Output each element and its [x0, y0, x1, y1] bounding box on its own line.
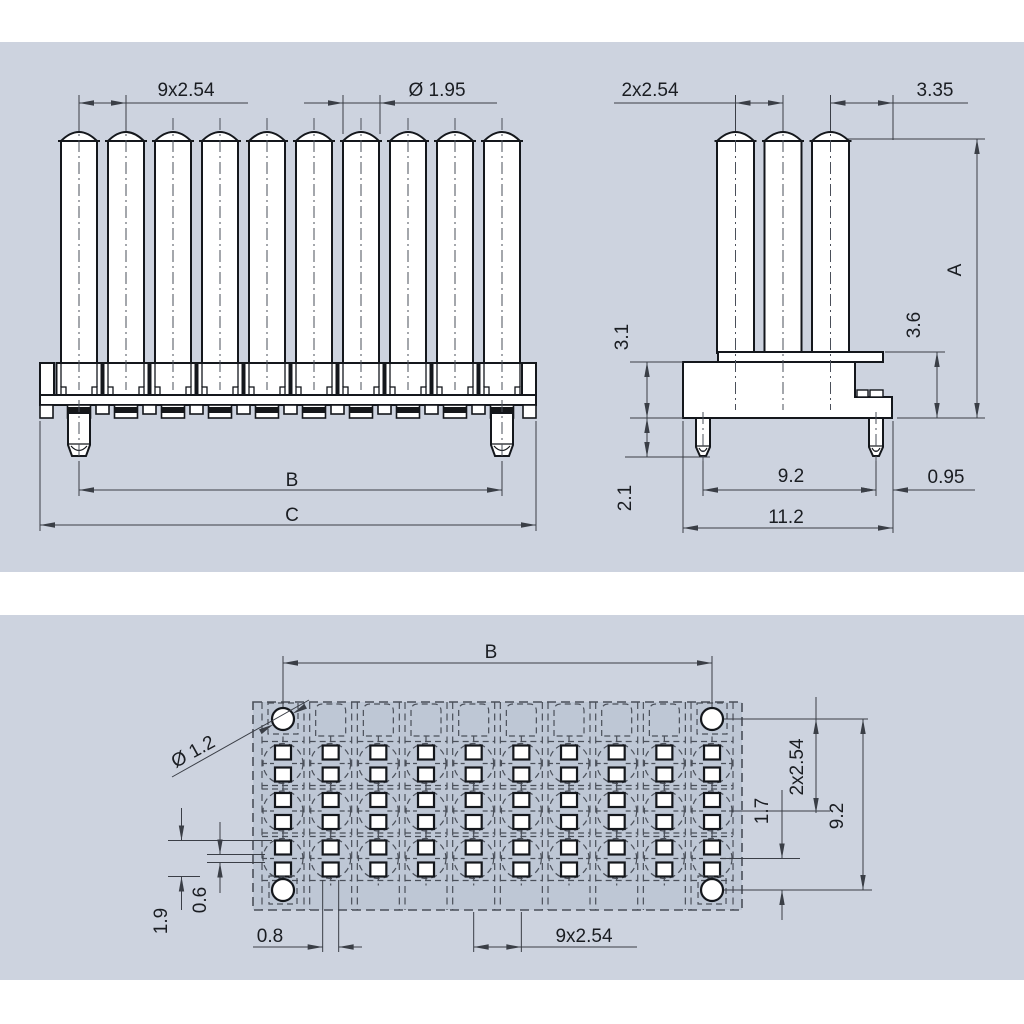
solder-pad — [323, 863, 339, 877]
contact-bar — [162, 407, 185, 413]
solder-pad — [609, 746, 625, 760]
solder-pad — [370, 746, 386, 760]
orthographic-views-panel — [0, 42, 1024, 572]
solder-pad — [609, 793, 625, 807]
fp-hole-diameter-label: Ø 1.2 — [167, 731, 219, 773]
solder-pad — [418, 841, 434, 855]
mounting-hole — [701, 708, 723, 730]
front-view — [40, 118, 536, 460]
solder-pad — [275, 815, 291, 829]
solder-pad — [609, 768, 625, 782]
solder-pad — [561, 841, 577, 855]
contact-bar — [397, 407, 420, 413]
solder-pad — [704, 793, 720, 807]
solder-pad — [275, 746, 291, 760]
solder-pad — [656, 863, 672, 877]
solder-pad — [704, 768, 720, 782]
orthographic-views-svg — [0, 42, 1024, 572]
side-end-offset-label: 3.35 — [916, 80, 954, 101]
side-pin-pitch-label: 2x2.54 — [621, 80, 679, 101]
solder-pad — [513, 746, 529, 760]
fp-pad-width-label: 0.8 — [256, 926, 284, 947]
solder-pad — [704, 815, 720, 829]
fp-hole-row-offset-label: 1.7 — [752, 797, 773, 825]
solder-pad — [704, 841, 720, 855]
solder-pad — [656, 746, 672, 760]
solder-pad — [370, 768, 386, 782]
solder-pad — [513, 841, 529, 855]
solder-pad — [513, 768, 529, 782]
solder-pad — [418, 768, 434, 782]
base-rail — [40, 395, 536, 405]
solder-pad — [275, 863, 291, 877]
side-peg-edge-offset-label: 0.95 — [927, 467, 965, 488]
solder-pad — [323, 841, 339, 855]
solder-pad — [275, 768, 291, 782]
holder-flange — [718, 352, 883, 362]
solder-pad — [370, 815, 386, 829]
fp-pad-gap-label: 0.6 — [190, 886, 211, 914]
solder-pad — [418, 863, 434, 877]
solder-pad — [466, 793, 482, 807]
solder-pad — [561, 793, 577, 807]
solder-pad — [561, 815, 577, 829]
solder-pad — [513, 815, 529, 829]
mounting-hole — [272, 879, 294, 901]
solder-pad — [466, 863, 482, 877]
solder-pad — [323, 746, 339, 760]
fp-row-pitch-label: 2x2.54 — [787, 738, 808, 796]
fp-hole-span-y-label: 9.2 — [827, 802, 848, 830]
solder-pad — [561, 746, 577, 760]
solder-pad — [323, 793, 339, 807]
side-peg-length-label: 2.1 — [615, 484, 636, 512]
solder-pad — [656, 793, 672, 807]
side-overall-depth-label: 11.2 — [768, 507, 804, 528]
solder-pad — [370, 863, 386, 877]
footprint-view — [253, 702, 742, 910]
contact-bar — [209, 407, 232, 413]
solder-pad — [656, 841, 672, 855]
contact-bar — [115, 407, 138, 413]
solder-pad — [609, 841, 625, 855]
front-overall-width-label: C — [285, 505, 299, 526]
solder-pad — [418, 746, 434, 760]
solder-pad — [466, 768, 482, 782]
solder-pad — [609, 863, 625, 877]
contact-bar — [303, 407, 326, 413]
solder-pad — [704, 863, 720, 877]
side-body-height-label: 3.1 — [612, 323, 633, 351]
front-pin-pitch-label: 9x2.54 — [157, 80, 215, 101]
solder-pad — [704, 746, 720, 760]
side-peg-span-label: 9.2 — [777, 466, 805, 487]
solder-pad — [609, 815, 625, 829]
solder-pad — [275, 793, 291, 807]
fp-hole-span-x-label: B — [484, 642, 498, 663]
solder-pad — [466, 815, 482, 829]
solder-pad — [370, 841, 386, 855]
fp-column-pitch-label: 9x2.54 — [555, 926, 613, 947]
fp-pad-pair-height-label: 1.9 — [151, 907, 172, 935]
solder-pad — [275, 841, 291, 855]
front-pin-diameter-label: Ø 1.95 — [408, 80, 466, 101]
solder-pad — [513, 793, 529, 807]
contact-bar — [444, 407, 467, 413]
side-overall-height-label: A — [945, 263, 966, 277]
side-mount-height-label: 3.6 — [904, 311, 925, 339]
solder-pad — [323, 768, 339, 782]
front-peg-span-label: B — [285, 470, 299, 491]
contact-bar — [350, 407, 373, 413]
solder-pad — [513, 863, 529, 877]
solder-pad — [561, 863, 577, 877]
solder-pad — [561, 768, 577, 782]
solder-pad — [656, 815, 672, 829]
solder-pad — [466, 746, 482, 760]
contact-bar — [256, 407, 279, 413]
solder-pad — [370, 793, 386, 807]
footprint-svg — [0, 615, 1024, 980]
solder-pad — [323, 815, 339, 829]
mounting-hole — [701, 879, 723, 901]
side-view — [683, 118, 892, 462]
footprint-panel — [0, 615, 1024, 980]
solder-pad — [466, 841, 482, 855]
solder-pad — [418, 793, 434, 807]
solder-pad — [418, 815, 434, 829]
solder-pad — [656, 768, 672, 782]
